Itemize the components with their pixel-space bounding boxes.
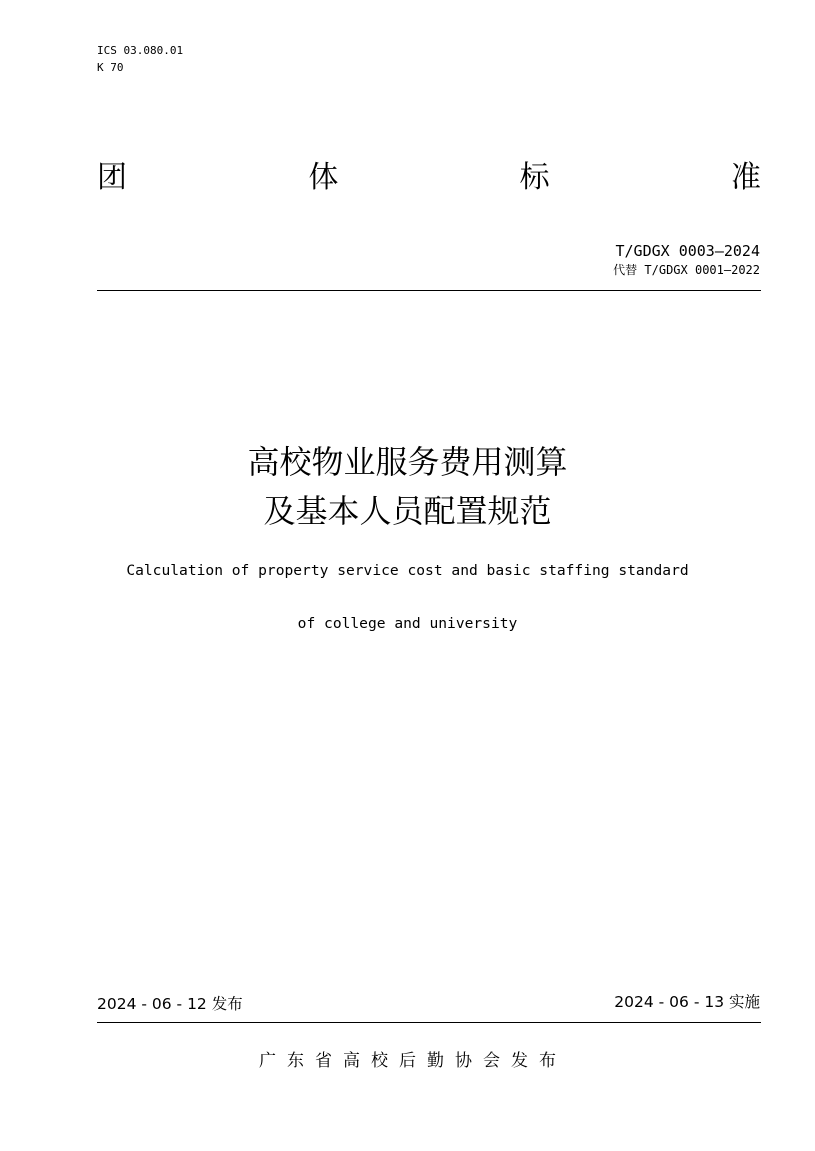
title-en-line1: Calculation of property service cost and basic staffing standard bbox=[126, 562, 689, 579]
footer-divider bbox=[97, 1022, 761, 1023]
group-standard-heading bbox=[97, 158, 761, 198]
replaced-standard: 代替 T/GDGX 0001—2022 bbox=[613, 263, 760, 277]
ics-code: ICS 03.080.01 bbox=[97, 44, 184, 57]
ccs-code: K 70 bbox=[97, 61, 124, 74]
group-standard-char: 体 bbox=[308, 160, 339, 195]
header-divider bbox=[97, 290, 761, 291]
title-en-line2: of college and university bbox=[297, 615, 518, 632]
group-standard-char: 标 bbox=[519, 160, 550, 195]
group-standard-char: 团 bbox=[97, 160, 127, 195]
title-cn-line2: 及基本人员配置规范 bbox=[263, 492, 552, 530]
standard-number-block bbox=[613, 240, 760, 278]
classification-codes bbox=[97, 42, 183, 76]
publisher: 广东省高校后勤协会发布 bbox=[259, 1051, 567, 1071]
issue-date: 2024 - 06 - 12 发布 bbox=[97, 995, 243, 1013]
standard-number: T/GDGX 0003—2024 bbox=[615, 242, 760, 260]
implementation-date: 2024 - 06 - 13 实施 bbox=[614, 993, 760, 1011]
group-standard-char: 准 bbox=[730, 160, 761, 195]
title-cn-line1: 高校物业服务费用测算 bbox=[247, 443, 568, 481]
